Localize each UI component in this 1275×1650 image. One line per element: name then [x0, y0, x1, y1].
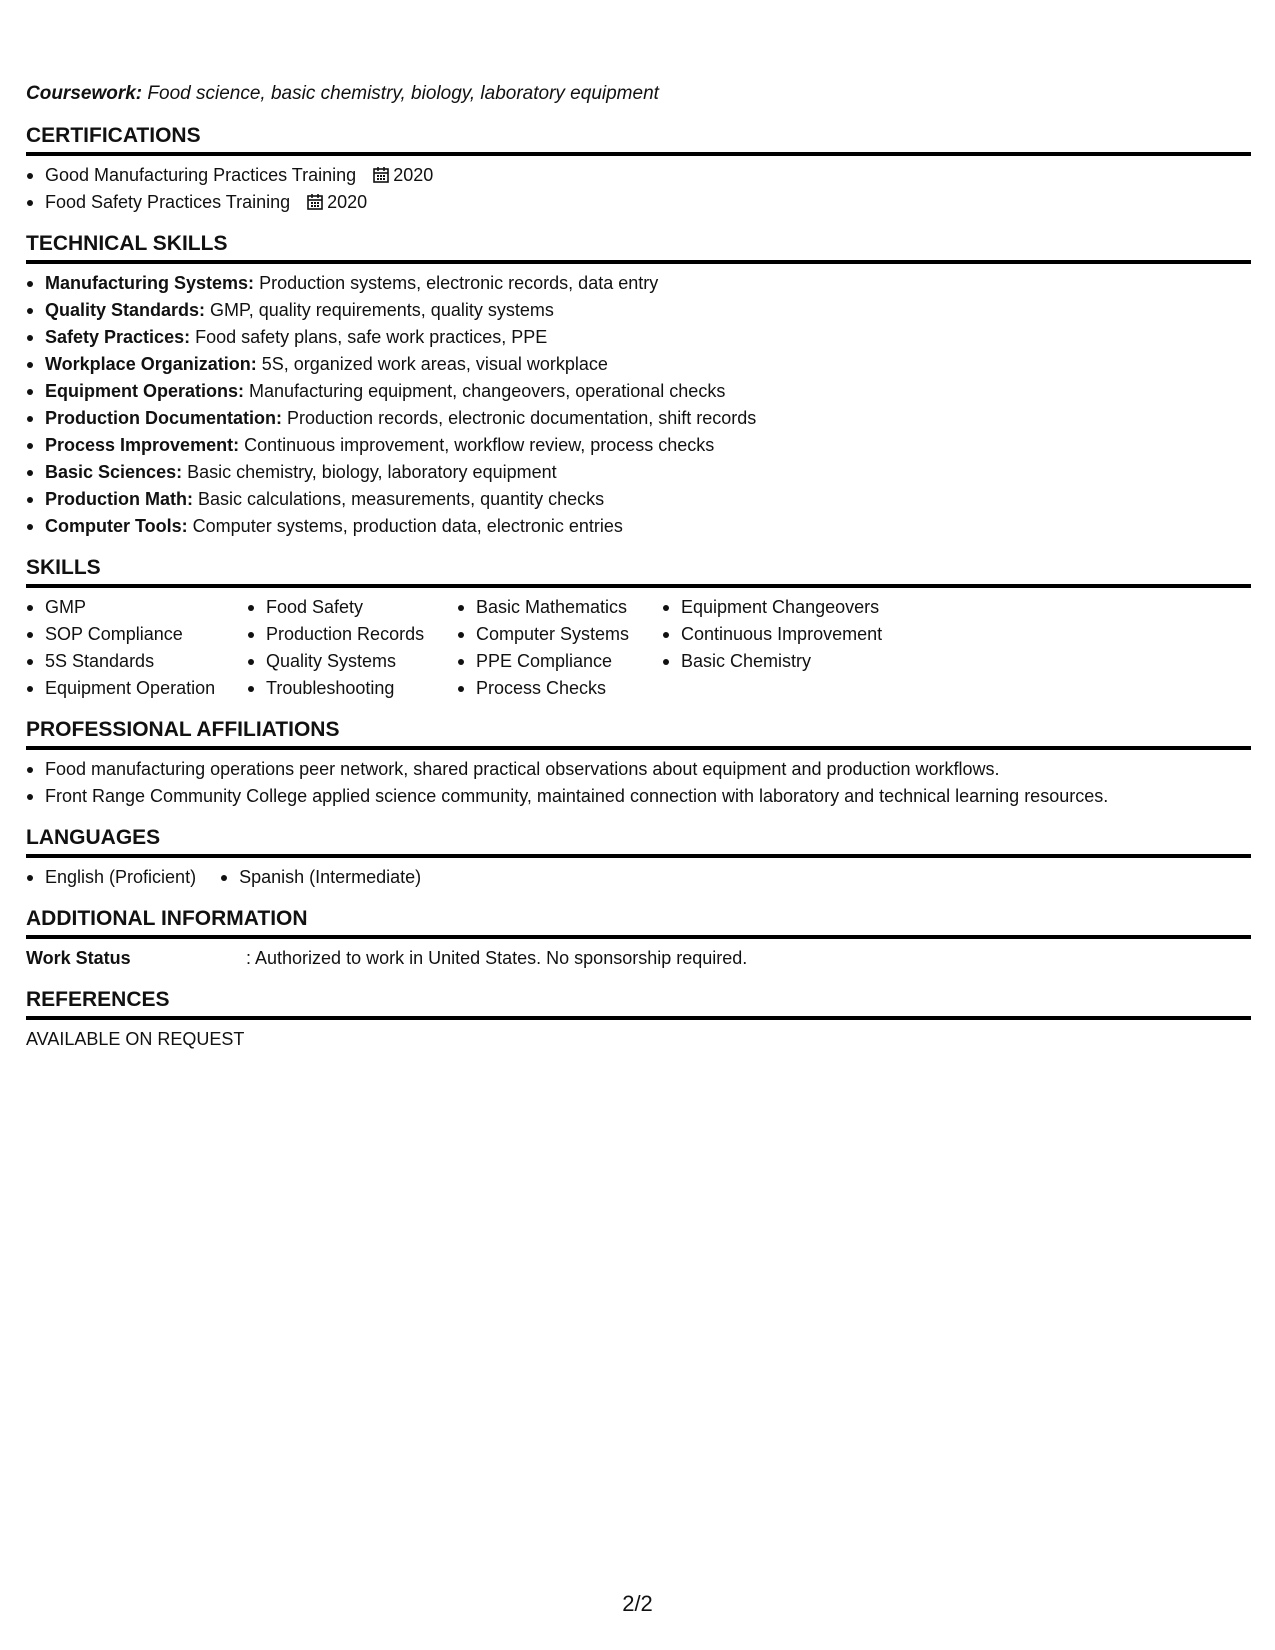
skill-item: Process Checks [457, 675, 638, 702]
technical-skill-label: Process Improvement: [45, 435, 240, 455]
technical-skill-text: GMP, quality requirements, quality systems [210, 300, 554, 320]
skill-item: SOP Compliance [26, 621, 223, 648]
certifications-list [26, 156, 1251, 216]
references-heading: REFERENCES [26, 986, 1251, 1020]
technical-skill-label: Workplace Organization: [45, 354, 257, 374]
technical-skill-item [26, 459, 1251, 486]
technical-skill-label: Safety Practices: [45, 327, 191, 347]
technical-skill-text: Computer systems, production data, electronic entries [192, 516, 623, 536]
technical-skill-label: Computer Tools: [45, 516, 188, 536]
skill-item: Basic Mathematics [457, 594, 638, 621]
calendar-icon [307, 193, 323, 210]
skills-column [457, 594, 638, 702]
skills-section [26, 554, 1251, 702]
skill-item: Equipment Operation [26, 675, 223, 702]
certification-date [373, 165, 433, 185]
resume-page [26, 0, 1251, 1053]
technical-skill-item [26, 378, 1251, 405]
skill-item: Quality Systems [247, 648, 433, 675]
technical-skill-label: Quality Standards: [45, 300, 206, 320]
work-status-row [26, 939, 1251, 972]
skill-item: Continuous Improvement [662, 621, 882, 648]
skill-item: Equipment Changeovers [662, 594, 882, 621]
technical-skill-text: Production records, electronic documentation, shift records [287, 408, 757, 428]
technical-skill-item [26, 432, 1251, 459]
skill-item: GMP [26, 594, 223, 621]
coursework-line [26, 80, 1251, 108]
language-item: English (Proficient) [26, 864, 196, 891]
work-status-label: Work Status [26, 948, 131, 968]
technical-skill-item [26, 405, 1251, 432]
affiliations-section [26, 716, 1251, 810]
technical-skills-heading: TECHNICAL SKILLS [26, 230, 1251, 264]
technical-skills-list [26, 264, 1251, 540]
skills-heading: SKILLS [26, 554, 1251, 588]
skills-grid [26, 588, 1251, 702]
technical-skill-label: Production Math: [45, 489, 193, 509]
additional-info-heading: ADDITIONAL INFORMATION [26, 905, 1251, 939]
technical-skill-item [26, 297, 1251, 324]
certification-name: Food Safety Practices Training [45, 192, 291, 212]
affiliations-heading: PROFESSIONAL AFFILIATIONS [26, 716, 1251, 750]
calendar-icon [373, 166, 389, 183]
skills-column [662, 594, 882, 702]
coursework-label: Coursework: [26, 83, 143, 104]
technical-skill-item [26, 324, 1251, 351]
additional-info-section [26, 905, 1251, 972]
certification-year: 2020 [327, 192, 368, 212]
technical-skill-label: Equipment Operations: [45, 381, 245, 401]
technical-skill-text: 5S, organized work areas, visual workplace [261, 354, 608, 374]
affiliation-item: Front Range Community College applied science community, maintained connection with laboratory and technical learning resources. [26, 783, 1251, 810]
skills-column [247, 594, 433, 702]
certification-name: Good Manufacturing Practices Training [45, 165, 357, 185]
language-item: Spanish (Intermediate) [220, 864, 421, 891]
languages-section [26, 824, 1251, 891]
languages-heading: LANGUAGES [26, 824, 1251, 858]
certification-year: 2020 [393, 165, 434, 185]
technical-skill-item [26, 270, 1251, 297]
skill-item: 5S Standards [26, 648, 223, 675]
technical-skill-item [26, 351, 1251, 378]
technical-skills-section [26, 230, 1251, 540]
skill-item: Food Safety [247, 594, 433, 621]
technical-skill-text: Basic calculations, measurements, quantity checks [198, 489, 605, 509]
certification-item [26, 162, 1251, 189]
technical-skill-text: Continuous improvement, workflow review, process checks [244, 435, 715, 455]
languages-list [26, 858, 1251, 891]
work-status-value: : Authorized to work in United States. No sponsorship required. [246, 948, 748, 968]
technical-skill-label: Basic Sciences: [45, 462, 183, 482]
skill-item: PPE Compliance [457, 648, 638, 675]
references-section [26, 986, 1251, 1053]
technical-skill-label: Manufacturing Systems: [45, 273, 255, 293]
technical-skill-text: Food safety plans, safe work practices, PPE [195, 327, 548, 347]
technical-skill-text: Production systems, electronic records, data entry [259, 273, 659, 293]
technical-skill-item [26, 486, 1251, 513]
skill-item: Troubleshooting [247, 675, 433, 702]
certification-date [307, 192, 367, 212]
skills-column [26, 594, 223, 702]
technical-skill-text: Basic chemistry, biology, laboratory equipment [187, 462, 557, 482]
skill-item: Production Records [247, 621, 433, 648]
certification-item [26, 189, 1251, 216]
certifications-heading: CERTIFICATIONS [26, 122, 1251, 156]
skill-item: Computer Systems [457, 621, 638, 648]
technical-skill-text: Manufacturing equipment, changeovers, operational checks [249, 381, 726, 401]
affiliation-item: Food manufacturing operations peer network, shared practical observations about equipment and production workflows. [26, 756, 1251, 783]
references-text: AVAILABLE ON REQUEST [26, 1029, 245, 1049]
page-number: 2/2 [622, 1591, 653, 1616]
skill-item: Basic Chemistry [662, 648, 882, 675]
certifications-section [26, 122, 1251, 216]
technical-skill-item [26, 513, 1251, 540]
affiliations-list [26, 750, 1251, 810]
coursework-text: Food science, basic chemistry, biology, laboratory equipment [147, 83, 659, 104]
technical-skill-label: Production Documentation: [45, 408, 282, 428]
